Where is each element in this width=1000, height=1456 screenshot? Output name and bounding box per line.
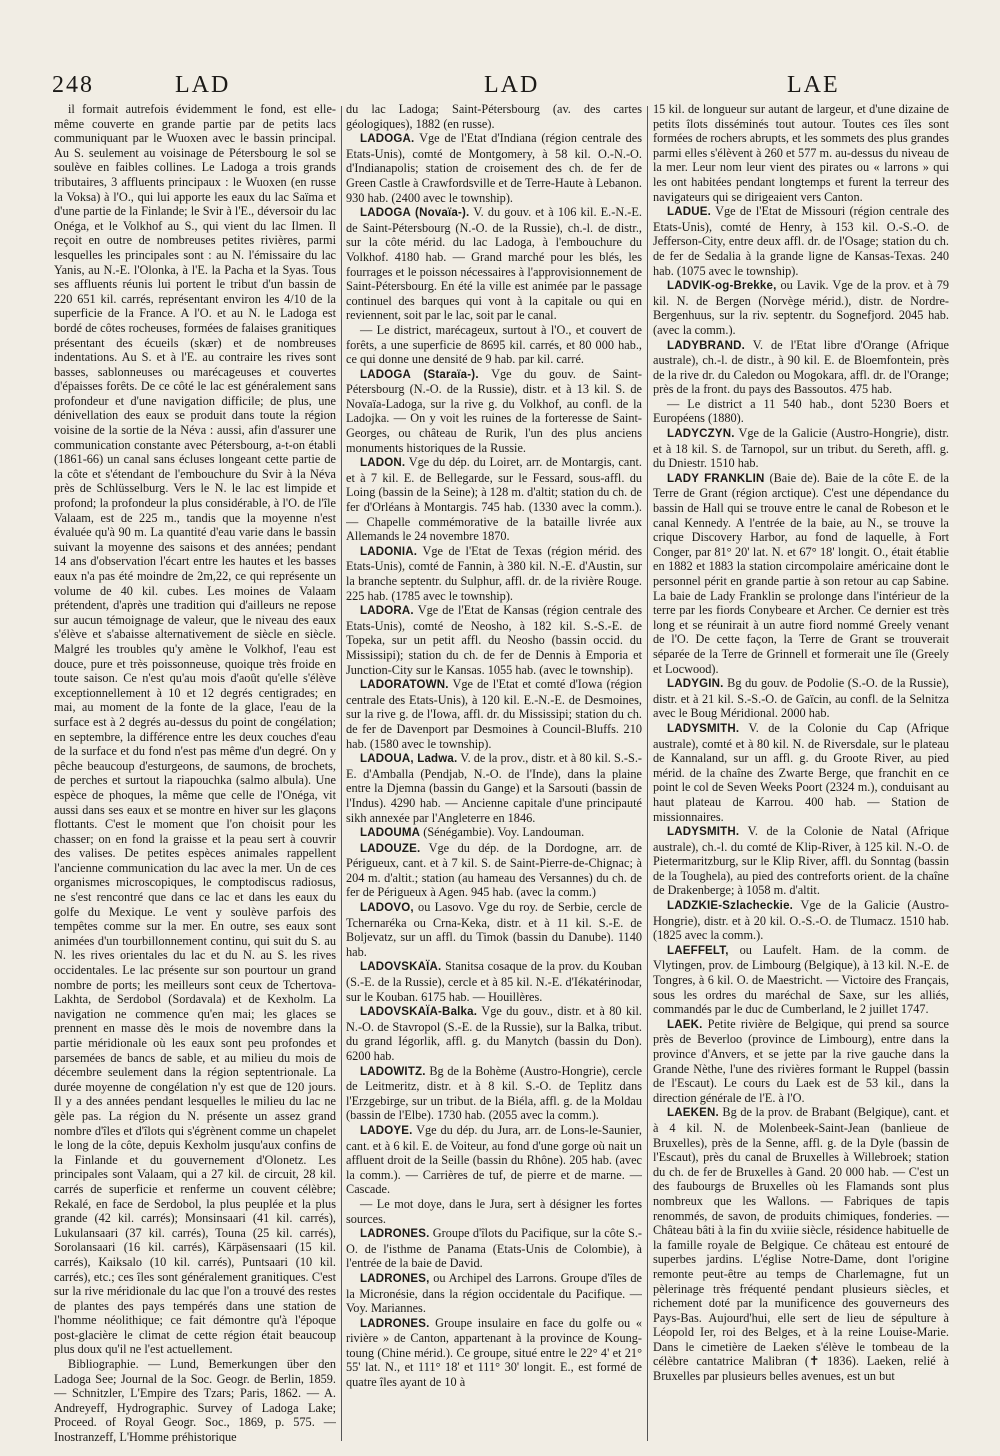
entry-headword: LADYBRAND.	[667, 339, 746, 352]
running-head-center: LAD	[484, 72, 540, 98]
dictionary-entry	[346, 1226, 642, 1271]
dictionary-entry	[346, 1316, 642, 1390]
entry-text: V. de la Colonie du Cap (Afrique australe), comté et à 80 kil. N. de Riversdale, sur le plateau de Kannaland, sur un affl. g. du Groote River, au pied mérid. de la chaîne des Zwarte Berge, que franchit en ce point le col de Seven Weeks Poort (2324 m.), conduisant au haut plateau de Karrou. 400 hab. — Station de missionnaires.	[653, 720, 949, 824]
dictionary-entry	[346, 102, 642, 131]
dictionary-entry	[346, 1064, 642, 1123]
entry-headword: LADORA.	[360, 605, 414, 618]
entry-headword: LADOGA.	[360, 133, 415, 146]
entry-headword: LADRONES,	[360, 1272, 430, 1285]
entry-text: Bg de la Bohème (Austro-Hongrie), cercle de Leitmeritz, distr. et à 8 kil. S.-O. de Teplitz dans l'Erzgebirge, sur un tribut. de la Biéla, affl. g. de la Moldau (bassin de l'Elbe). 1730 hab. (2055 avec la comm.).	[346, 1063, 642, 1123]
entry-headword: LADRONES.	[360, 1317, 430, 1330]
entry-headword: LADOGA (Novaïa-).	[360, 207, 470, 220]
entry-text: V. de la Colonie de Natal (Afrique australe), ch.-l. du comté de Klip-River, à 125 kil. N.-O. de Pietermaritzburg, sur le Klip River, affl. du Sonntag (bassin de la Toughela), au pied des contreforts orient. de la chaîne de Drakenberge; à 1058 m. d'altit.	[653, 824, 949, 898]
dictionary-entry	[653, 1017, 949, 1106]
entry-text: ou Lasovo. Vge du roy. de Serbie, cercle de Tchernaréka ou Crna-Keka, distr. et à 11 kil. S.-E. de Boljevatz, sur un affl. du Timok (bassin du Danube). 1140 hab.	[346, 900, 642, 959]
entry-headword: LADYGIN.	[667, 678, 724, 691]
dictionary-entry	[653, 102, 949, 204]
dictionary-entry	[54, 1357, 336, 1445]
entry-headword: LADY FRANKLIN	[667, 472, 765, 485]
entry-text: Bg de la prov. de Brabant (Belgique), cant. et à 4 kil. N. de Molenbeek-Saint-Jean (banlieue de Bruxelles), près de la Senne, affl. g. de la Dyle (bassin de l'Escaut), près du canal de Bruxelles à Willebroek; station du ch. de fer de Bruxelles à Gand. 20 000 hab. — C'est un des faubourgs de Bruxelles où les Flamands sont plus nombreux que les Wallons. — Fabriques de tapis renommés, de savon, de produits chimiques, fonderies. — Château bâti à la fin du xviiie siècle, résidence habituelle de la famille royale de Belgique. Ce château est entouré de superbes jardins. L'église Notre-Dame, dont l'origine remonte peut-être au temps de Charlemagne, fut un pèlerinage très fréquenté pendant plusieurs siècles, et richement doté par la munificence des gouverneurs des Pays-Bas. Aujourd'hui, elle sert de lieu de sépulture à Léopold Ier, roi des Belges, et à la reine Louise-Marie. Dans le cimetière de Laeken s'élève le tombeau de la célèbre cantatrice Malibran (✝ 1836). Laeken, relié à Bruxelles par plusieurs belles avenues, est un but	[653, 1105, 949, 1384]
entry-headword: LADON.	[360, 457, 406, 470]
entry-headword: LADOWITZ.	[360, 1065, 426, 1078]
entry-headword: LADOVSKAÏA.	[360, 961, 442, 974]
entry-text: Vge de l'Etat et comté d'Iowa (région centrale des Etats-Unis), à 120 kil. E.-N.-E. de Desmoines, sur la rive g. de l'Iowa, affl. dr. du Mississipi; station du ch. de fer de Davenport par Desmoines à Council-Bluffs. 210 hab. (1580 avec le township).	[346, 677, 642, 751]
dictionary-entry	[346, 367, 642, 456]
entry-text: Bg du gouv. de Podolie (S.-O. de la Russie), distr. et à 21 kil. S.-S.-O. de Gaïcin, au confl. de la Selnitza avec le Boug Méridional. 2000 hab.	[653, 676, 949, 721]
entry-headword: LAEFFELT,	[667, 944, 729, 957]
entry-text: Vge de l'Etat de Kansas (région centrale des Etats-Unis), comté de Neosho, à 182 kil. S.-S.-E. de Topeka, sur un petit affl. du Neosho (bassin occid. du Mississipi); station du ch. de fer de Dennis à Emporia et Junction-City sur le Kansas. 1055 hab. (avec le township).	[346, 603, 642, 677]
entry-text: Vge du dép. du Jura, arr. de Lons-le-Saunier, cant. et à 6 kil. E. de Voiteur, au fond d'une gorge où nait un affluent droit de la Seille (bassin du Rhône). 205 hab. (avec la comm.). — Carrières de tuf, de pierre et de marne. — Cascade.	[346, 1122, 642, 1197]
dictionary-entry	[346, 1197, 642, 1226]
entry-headword: LADOUZE.	[360, 842, 421, 855]
column-right	[653, 102, 949, 1447]
entry-text: Petite rivière de Belgique, qui prend sa source près de Beverloo (province de Limbourg), entre dans la province d'Anvers, et se jette par la rive gauche dans la Grande Nèthe, l'une des rivières formant le Ruppel (bassin de l'Escaut). Le cours du Laek est de 53 kil., dans la direction générale de l'E. à l'O.	[653, 1016, 949, 1105]
column-rule	[341, 106, 342, 1441]
dictionary-entry	[346, 455, 642, 544]
column-left	[54, 102, 336, 1447]
dictionary-entry	[346, 131, 642, 205]
entry-text: Vge de la Galicie (Austro-Hongrie), distr. et à 20 kil. O.-S.-O. de Tlumacz. 1510 hab. (1825 avec la comm.).	[653, 898, 949, 943]
entry-headword: LADYCZYN.	[667, 428, 735, 441]
entry-headword: LADYSMITH.	[667, 722, 740, 735]
entry-text: il formait autrefois évidemment le fond, est elle-même couverte en grande partie par de petits lacs communiquant par le Wuoxen avec le bassin principal. Au S. seulement au voisinage de Pétersbourg le sol se soulève en faibles collines. Le Ladoga a trois grands tributaires, 3 affluents principaux : le Wuoxen (en russe la Voksa) à l'O., qui lui apporte les eaux du lac Saïma et d'une partie de la Finlande; le Svir à l'E., déversoir du lac Onéga, et le Volkhof au S., qui vient du lac Ilmen. Il reçoit en outre de nombreuses petites rivières, parmi lesquelles les principales sont : au N. l'émissaire du lac Yanis, au N.-E. l'Olonka, à l'E. la Pacha et la Syas. Tous ses affluents réunis lui portent le tribut d'un bassin de 220 651 kil. carrés, représentant environ les 4/10 de la superficie de la France. A l'O. et au N. le Ladoga est bordé de côtes rocheuses, formées de falaises granitiques présentant des écueils (skær) et de nombreuses indentations. Au S. et à l'E. au contraire les rives sont basses, sablonneuses ou marécageuses et couvertes d'épaisses forêts. De ce côté le lac est généralement sans profondeur et d'une navigation difficile; de plus, une dénivellation des eaux se produit dans toute la région voisine de la sortie de la Néva : aussi, afin d'assurer une communication constante avec Pétersbourg, a-t-on établi (1861-66) un canal sans écluses longeant cette partie de la côte et s'étendant de l'embouchure du Svir à la Néva près de Schlüsselburg. Vers le N. le lac est limpide et profond; la profondeur la plus considérable, à l'O. de l'île Valaam, est de 225 m., tandis que la moyenne n'est évaluée qu'à 90 m. La quantité d'eau varie dans le bassin suivant la moyenne des saisons et des années; pendant 14 ans d'observation l'écart entre les hautes et les basses eaux n'a pas été moindre de 2m,22, ce qui représente un volume de 40 kil. cubes. Les moines de Valaam prétendent, d'après une tradition qui d'ailleurs ne repose sur aucun témoignage de valeur, que le niveau des eaux s'élève et s'abaisse alternativement de siècle en siècle. Malgré les troubles qu'y amène le Volkhof, l'eau est douce, pure et très poissonneuse, quoique très froide en toute saison. Ce n'est qu'au mois d'août qu'elle s'élève exceptionnellement à 10 et 12 degrés centigrades; en mai, au moment de la fonte de la glace, l'eau de la surface est à 2 degrés au-dessus du point de congélation; en septembre, la différence entre les deux couches d'eau de la surface et du fond n'est pas même d'un degré. On y pêche beaucoup d'esturgeons, de saumons, de brochets, de perches et surtout la riapouchka (salmo albula). Une espèce de phoques, la même que celle de l'Onéga, vit aussi dans ses eaux et se montre en hiver sur les glaçons flottants. C'est le moment que l'on choisit pour les chasser; on en fond la graisse et la peau sert à couvrir des valises. De petites espèces animales rappellent l'ancienne communication du lac avec la mer. Un de ces organismes microscopiques, le comptodiscus radiosus, ne s'est rencontré que dans ce lac et dans les eaux du golfe du Mexique. Le vent y soulève parfois des tempêtes comme sur la mer. En outre, ses eaux sont animées d'un tourbillonnement continu, qui suit du S. au N. les rives orientales du lac et du N. au S. les rives occidentales. Le lac présente sur son pourtour un grand nombre de ports; les meilleurs sont ceux de Tchertova-Lakhta, de Serdobol (Sordavala) et de Kexholm. La navigation ne commence qu'en mai; les glaces se prennent en masse dès le mois de novembre dans la partie méridionale où les eaux sont peu profondes et parsemées de bancs de sable, et au milieu du mois de décembre seulement dans la région septentrionale. La durée moyenne de congélation n'y est que de 120 jours. Il y a des années pendant lesquelles le milieu du lac ne gèle pas. La région du N. présente un assez grand nombre d'îles et d'îlots qui s'égrènent comme un chapelet le long de la côte, depuis Kexholm jusqu'aux confins de la Finlande et du gouvernement d'Olonetz. Les principales sont Valaam, qui a 27 kil. de circuit, 28 kil. carrés de superficie et renferme un couvent célèbre; Rekalé, en face de Serdobol, la plus peuplée et la plus grande (42 kil. carrés); Monsinsaari (41 kil. carrés), Lukulansaari (37 kil. carrés), Touna (25 kil. carrés), Sorolansaari (16 kil. carrés), Kärpäsensaari (15 kil. carrés), Kaiksalo (10 kil. carrés), Puntsaari (10 kil. carrés), etc.; ces îles sont généralement granitiques. C'est sur la rive méridionale du lac que l'on a trouvé des restes de plantes des pays tempérés dans une station de l'homme néolithique; ce fait démontre qu'à l'époque post-glacière le climat de cette région était beaucoup plus doux qu'il ne l'est actuellement.	[54, 102, 336, 1357]
dictionary-entry	[653, 721, 949, 824]
entry-headword: LADOUMA	[360, 827, 421, 840]
dictionary-entry	[346, 841, 642, 900]
entry-headword: LADOVSKAÏA-Balka.	[360, 1006, 478, 1019]
dictionary-entry	[653, 278, 949, 337]
entry-headword: LAEK.	[667, 1018, 703, 1031]
dictionary-entry	[653, 426, 949, 471]
entry-headword: LADRONES.	[360, 1228, 430, 1241]
entry-text: Vge de l'Etat de Texas (région mérid. des Etats-Unis), comté de Fannin, à 380 kil. N.-E. d'Austin, sur la branche septentr. du Sulphur, affl. dr. de la rivière Rouge. 225 hab. (1785 avec le township).	[346, 543, 642, 603]
dictionary-entry	[653, 471, 949, 676]
entry-text: Vge de l'Etat de Missouri (région centrale des Etats-Unis), comté de Henry, à 153 kil. O.-S.-O. de Jefferson-City, entre deux affl. dr. de l'Osage; station du ch. de fer de Sedalia à la grande ligne de Kansas-Texas. 240 hab. (1075 avec le township).	[653, 204, 949, 278]
dictionary-entry	[346, 825, 642, 841]
entry-headword: LADOGA (Staraïa-).	[360, 368, 479, 381]
dictionary-entry	[346, 205, 642, 323]
dictionary-entry	[346, 1123, 642, 1197]
entry-headword: LADONIA.	[360, 545, 418, 558]
running-head-left: LAD	[175, 72, 231, 98]
entry-text: (Sénégambie). Voy. Landouman.	[420, 825, 585, 840]
dictionary-entry	[346, 1271, 642, 1316]
entry-text: — Le district a 11 540 hab., dont 5230 Boers et Européens (1880).	[653, 396, 949, 426]
entry-text: Vge du dép. de la Dordogne, arr. de Périgueux, cant. et à 7 kil. S. de Saint-Pierre-de-Chignac; à 204 m. d'altit.; station (au hameau des Versannes) du ch. de fer de Périgueux à Agen. 945 hab. (avec la comm.)	[346, 840, 642, 900]
dictionary-entry	[346, 959, 642, 1004]
entry-headword: LADUE.	[667, 206, 712, 219]
dictionary-entry	[346, 900, 642, 959]
dictionary-entry	[54, 102, 336, 1357]
dictionary-entry	[653, 204, 949, 278]
entry-text: Vge du dép. du Loiret, arr. de Montargis, cant. et à 7 kil. E. de Bellegarde, sur le Fessard, sous-affl. du Loing (bassin de la Seine); à 128 m. d'altit; station du ch. de fer d'Orléans à Montargis. 745 hab. (1330 avec la comm.). — Chapelle commémorative de la bataille livrée aux Allemands le 24 novembre 1870.	[346, 455, 642, 544]
dictionary-entry	[653, 676, 949, 721]
entry-headword: LADVIK-og-Brekke,	[667, 280, 777, 293]
entry-text: (Baie de). Baie de la côte E. de la Terre de Grant (région arctique). C'est une dépendance du bassin de Hall qui se trouve entre le canal de Robeson et le canal Kennedy. A l'entrée de la baie, au N., se trouve la crique Discovery Harbor, au fond de laquelle, à Fort Conger, par 81° 20' lat. N. et 67° 18' longit. O., était établie en 1882 et 1883 la station circompolaire américaine dont le personnel périt en grande partie à son retour au cap Sabine. La baie de Lady Franklin se prolonge dans l'intérieur de la terre par les fiords Conybeare et Archer. Ce dernier est très long et se réunirait à un autre fiord nommé Greely venant de l'O. De cette façon, la Terre de Grant se trouverait séparée de la Terre de Grinnell et formerait une île (Greely et Locwood).	[653, 470, 949, 676]
entry-text: V. du gouv. et à 106 kil. E.-N.-E. de Saint-Pétersbourg (N.-O. de la Russie), ch.-l. de distr., sur la côte mérid. du lac Ladoga, à l'embouchure du Volkhof. 4180 hab. — Grand marché pour les blés, les fourrages et le poisson nécessaires à l'approvisionnement de Saint-Pétersbourg. En été la ville est animée par le passage continuel des barques qui vont à la capitale ou qui en reviennent, soit par le lac, soit par le canal.	[346, 205, 642, 323]
entry-text: V. de la prov., distr. et à 80 kil. S.-S.-E. d'Amballa (Pendjab, N.-O. de l'Inde), dans la plaine entre la Djemna (bassin du Gange) et la Sarsouti (bassin de l'Indus). 4290 hab. — Ancienne capitale d'une principauté sikh annexée par l'Angleterre en 1846.	[346, 751, 642, 825]
entry-text: Stanitsa cosaque de la prov. du Kouban (S.-E. de la Russie), cercle et à 85 kil. N.-E. d'Iékatérinodar, sur le Kouban. 6175 hab. — Houillères.	[346, 959, 642, 1004]
entry-text: Vge de la Galicie (Austro-Hongrie), distr. et à 18 kil. S. de Tarnopol, sur un tribut. du Sereth, affl. g. du Dniestr. 1510 hab.	[653, 426, 949, 471]
entry-text: du lac Ladoga; Saint-Pétersbourg (av. des cartes géologiques), 1882 (en russe).	[346, 102, 642, 131]
entry-headword: LADORATOWN.	[360, 679, 449, 692]
entry-text: ou Laufelt. Ham. de la comm. de Vlytingen, prov. de Limbourg (Belgique), à 13 kil. N.-E. de Tongres, à 6 kil. O. de Maestricht. — Victoire des Français, sous les ordres du maréchal de Saxe, sur les alliés, commandés par le duc de Cumberland, le 2 juillet 1747.	[653, 942, 949, 1017]
entry-text: Groupe insulaire en face du golfe ou « rivière » de Canton, appartenant à la province de Koung-toung (Chine mérid.). Ce groupe, situé entre le 22° 4' et 21° 55' lat. N., et 111° 18' et 111° 30' longit. E., est formé de quatre îles ayant de 10 à	[346, 1315, 642, 1390]
dictionary-entry	[653, 397, 949, 426]
dictionary-entry	[653, 824, 949, 898]
entry-text: Vge de l'Etat d'Indiana (région centrale des Etats-Unis), comté de Montgomery, à 58 kil. O.-N.-O. d'Indianapolis; station de croisement des ch. de fer de Green Castle à Crawfordsville et de Terre-Haute à Lebanon. 930 hab. (2400 avec le township).	[346, 131, 642, 205]
dictionary-entry	[346, 751, 642, 825]
entry-text: 15 kil. de longueur sur autant de largeur, et d'une dizaine de petits îlots disséminés tout autour. Toutes ces îles sont formées de rochers abrupts, et les sommets des plus grandes parmi elles s'élèvent à 260 et 577 m. au-dessus du niveau de la mer. Leur nom leur vient des pirates ou « larrons » qui les ont habitées pendant longtemps et furent la terreur des navigateurs qui se dirigeaient vers Canton.	[653, 102, 949, 204]
dictionary-entry	[653, 898, 949, 943]
entry-headword: LADOYE.	[360, 1124, 413, 1137]
entry-text: Vge du gouv., distr. et à 80 kil. N.-O. de Stavropol (S.-E. de la Russie), sur la Balka, tribut. du grand Iégorlik, affl. g. du Manytch (bassin du Don). 6200 hab.	[346, 1004, 642, 1063]
dictionary-entry	[653, 338, 949, 397]
column-middle	[346, 102, 642, 1447]
entry-headword: LADZKIE-Szlacheckie.	[667, 900, 794, 913]
entry-text: Groupe d'îlots du Pacifique, sur la côte S.-O. de l'isthme de Panama (Etats-Unis de Colombie), à l'entrée de la baie de David.	[346, 1226, 642, 1271]
column-rule	[647, 106, 648, 1441]
entry-text: V. de l'Etat libre d'Orange (Afrique australe), ch.-l. de distr., à 90 kil. E. de Bloemfontein, près de la rive dr. du Caledon ou Mogokara, affl. dr. de l'Orange; près de la front. du pays des Bassoutos. 475 hab.	[653, 337, 949, 397]
entry-headword: LADOUA, Ladwa.	[360, 753, 458, 766]
entry-headword: LADOVO,	[360, 902, 414, 915]
dictionary-entry	[346, 323, 642, 367]
entry-text: Bibliographie. — Lund, Bemerkungen über den Ladoga See; Journal de la Soc. Geogr. de Berlin, 1859. — Schnitzler, L'Empire des Tzars; Paris, 1862. — A. Andreyeff, Hydrographic. Survey of Ladoga Lake; Proceed. of Royal Geogr. Soc., 1869, p. 575. — Inostranzeff, L'Homme préhistorique	[54, 1357, 336, 1445]
entry-text: ou Archipel des Larrons. Groupe d'îles de la Micronésie, dans la région occidentale du Pacifique. — Voy. Mariannes.	[346, 1270, 642, 1316]
dictionary-entry	[346, 677, 642, 751]
page-number: 248	[52, 72, 94, 98]
dictionary-entry	[653, 943, 949, 1017]
entry-text: Vge du gouv. de Saint-Pétersbourg (N.-O. de la Russie), distr. et à 13 kil. S. de Novaïa-Ladoga, sur la rive g. du Volkhof, au confl. de la Ladojka. — On y voit les ruines de la forteresse de Saint-Georges, ou château de Rurik, l'un des plus anciens monuments historiques de la Russie.	[346, 366, 642, 455]
entry-headword: LAEKEN.	[667, 1107, 719, 1120]
dictionary-entry	[346, 603, 642, 677]
entry-headword: LADYSMITH.	[667, 826, 740, 839]
dictionary-entry	[653, 1105, 949, 1383]
dictionary-entry	[346, 1004, 642, 1063]
entry-text: — Le district, marécageux, surtout à l'O., et couvert de forêts, a une superficie de 8695 kil. carrés, et 80 000 hab., ce qui donne une densité de 9 hab. par kil. carré.	[346, 322, 642, 367]
entry-text: ou Lavik. Vge de la prov. et à 79 kil. N. de Bergen (Norvège mérid.), distr. de Nordre-Bergenhuus, sur la riv. septentr. du Sognefjord. 2045 hab. (avec la comm.).	[653, 278, 949, 337]
entry-text: — Le mot doye, dans le Jura, sert à désigner les fortes sources.	[346, 1196, 642, 1226]
running-head-right: LAE	[787, 72, 840, 98]
dictionary-entry	[346, 544, 642, 603]
